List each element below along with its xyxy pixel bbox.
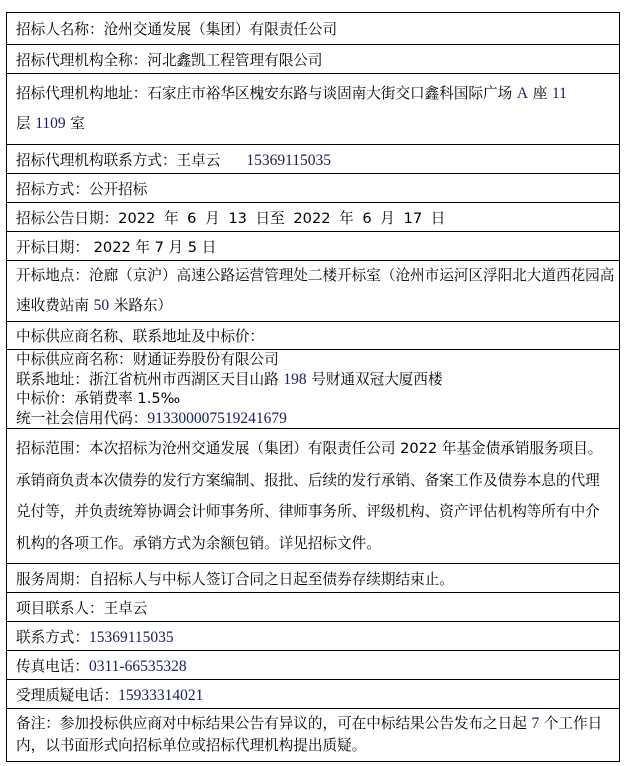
winner-name: 财通证券股份有限公司 xyxy=(132,351,279,368)
label: 招标代理机构联系方式： xyxy=(16,151,177,169)
label: 服务周期： xyxy=(16,570,89,588)
value: 米路东） xyxy=(109,297,173,314)
label: 中标价： xyxy=(16,390,75,407)
value: 2022 年 6 月 13 日至 2022 年 6 月 17 日 xyxy=(118,209,446,227)
value: 王卓云 xyxy=(103,599,148,617)
agency-contact-row xyxy=(7,145,620,174)
label: 传真电话： xyxy=(16,657,89,675)
value: 河北鑫凯工程管理有限公司 xyxy=(147,51,323,69)
value: 沧州交通发展（集团）有限责任公司 xyxy=(103,21,338,38)
winner-address: 198 xyxy=(283,370,307,388)
label: 招标代理机构地址： xyxy=(16,85,148,102)
contact-name: 王卓云 xyxy=(176,151,221,169)
label: 招标方式： xyxy=(16,180,89,198)
opening-date-row xyxy=(7,232,620,261)
value: 2022 年 7 月 5 日 xyxy=(88,238,217,256)
value: 参加投标供应商对中标结果公告有异议的，可在中标结果公告发布之日起 xyxy=(59,715,532,732)
announcement-table xyxy=(6,12,620,762)
value: 层 xyxy=(16,115,36,132)
method-row xyxy=(7,174,620,203)
fax-row xyxy=(7,651,620,680)
tenderer-row xyxy=(7,13,620,45)
agency-address-row xyxy=(7,74,620,145)
label: 统一社会信用代码： xyxy=(16,409,148,427)
value: 公开招标 xyxy=(88,180,148,198)
label: 招标人名称： xyxy=(16,21,104,38)
label: 中标供应商名称、联系地址及中标价： xyxy=(16,328,265,345)
value: 1109 xyxy=(35,115,66,132)
label: 招标代理机构全称： xyxy=(16,51,148,69)
scope-row xyxy=(7,429,620,564)
value: 50 xyxy=(93,297,110,314)
winner-price: 承销费率 1.5‰ xyxy=(74,390,181,407)
value: 0311-66535328 xyxy=(88,657,187,675)
value: 11 xyxy=(551,85,567,102)
label: 招标范围： xyxy=(16,440,89,457)
winner-address: 浙江省杭州市西湖区天目山路 xyxy=(88,370,284,388)
label: 开标地点： xyxy=(16,267,89,284)
winner-address: 号财通双冠大厦西楼 xyxy=(306,370,443,388)
credit-code: 913300007519241679 xyxy=(147,409,287,427)
complaint-phone-row xyxy=(7,680,620,709)
value: 座 xyxy=(528,85,552,102)
value: 15933314021 xyxy=(118,686,204,704)
label: 中标供应商名称： xyxy=(16,351,133,368)
value: A xyxy=(516,85,529,102)
winner-row xyxy=(7,350,620,429)
label: 招标公告日期： xyxy=(16,209,119,227)
value: 个工作日内，以书面形式向招标单位或招标代理机构提出质疑。 xyxy=(16,715,603,754)
notice-date-row xyxy=(7,203,620,232)
value: 7 xyxy=(531,715,540,732)
label: 联系方式： xyxy=(16,628,89,646)
contact-phone: 15369115035 xyxy=(246,151,332,169)
value: 石家庄市裕华区槐安东路与谈固南大街交口鑫科国际广场 xyxy=(147,85,517,102)
value: 自招标人与中标人签订合同之日起至债券存续期结束止。 xyxy=(88,570,454,588)
service-period-row xyxy=(7,564,620,593)
opening-place-row xyxy=(7,261,620,322)
value: 本次招标为沧州交通发展（集团）有限责任公司 2022 年基金债承销服务项目。承销商负责本次债券的发行方案编制、报批、后续的发行承销、备案工作及债券本息的代理兑付等，并负责统筹协调会计师事务所、律师事务所、评级机构、资产评估机构等所有中介机构的各项工作。承销方式为余额包销。详见招标文件。 xyxy=(16,440,603,552)
agency-name-row xyxy=(7,45,620,74)
remark-row xyxy=(7,709,620,762)
label: 联系地址： xyxy=(16,370,89,388)
label: 备注： xyxy=(16,715,60,732)
value: 室 xyxy=(65,115,85,132)
value: 沧廊（京沪）高速公路运营管理处二楼开标室（沧州市运河区浮阳北大道西花园高速收费站南 xyxy=(16,267,615,314)
value: 15369115035 xyxy=(88,628,174,646)
contact-phone-row xyxy=(7,622,620,651)
winner-header-row xyxy=(7,322,620,350)
project-contact-row xyxy=(7,593,620,622)
label: 受理质疑电话： xyxy=(16,686,119,704)
label: 项目联系人： xyxy=(16,599,104,617)
label: 开标日期： xyxy=(16,238,89,256)
